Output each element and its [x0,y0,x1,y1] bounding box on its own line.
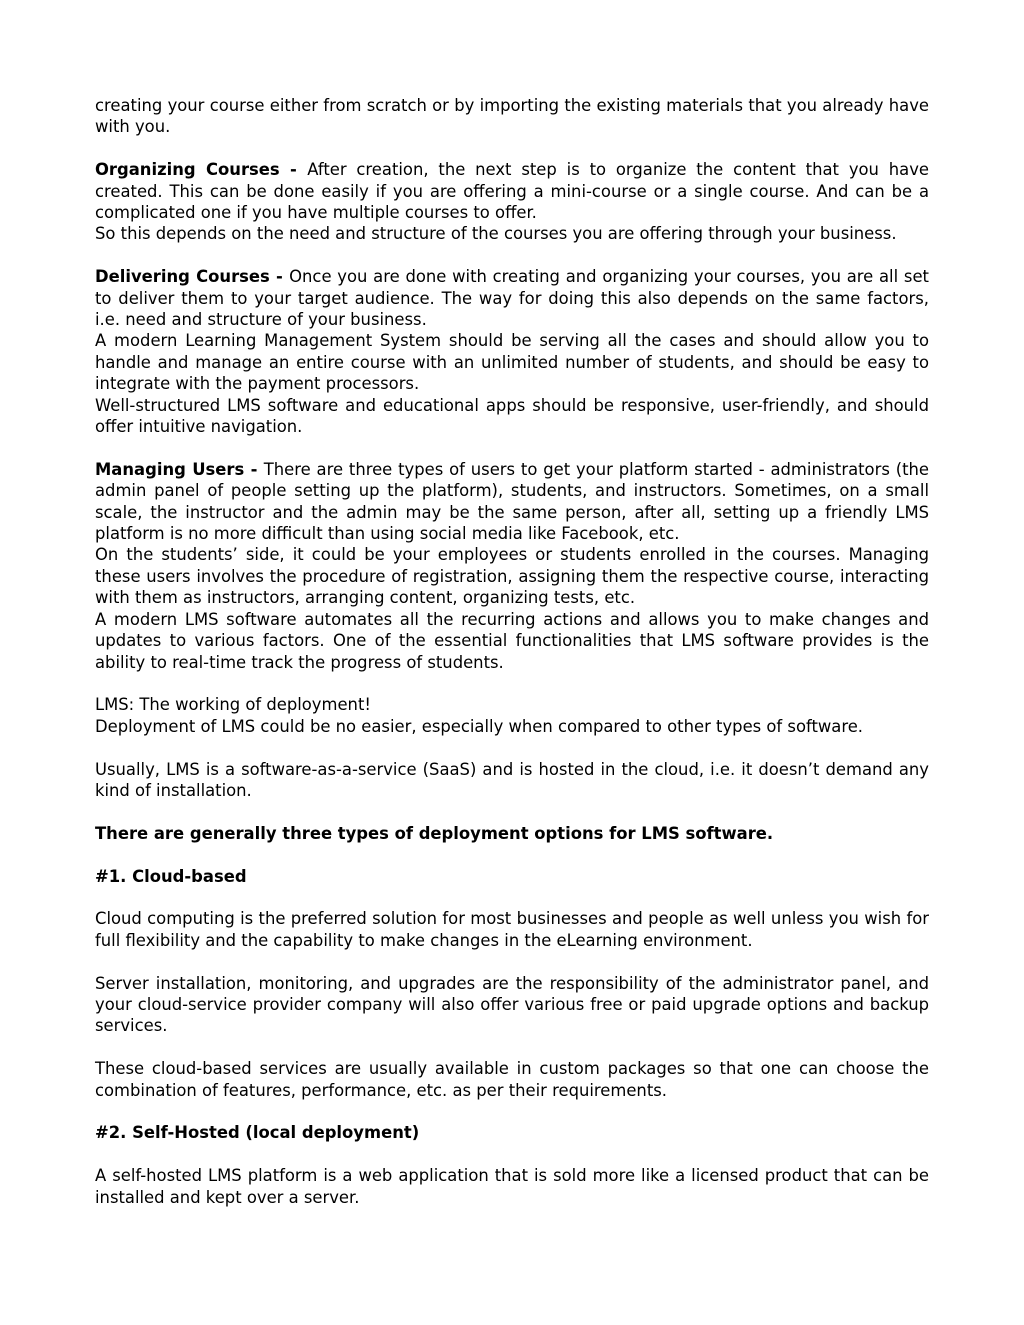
managing-users-paragraph-3: A modern LMS software automates all the recurring actions and allows you to make changes and updates to various factors. One of the essential functionalities that LMS software provides is the ability to real-time track the progress of students. [95,609,929,672]
cloud-based-heading: #1. Cloud-based [95,866,247,886]
organizing-courses-paragraph-2: So this depends on the need and structure of the courses you are offering through your business. [95,224,897,244]
spacer [95,437,929,458]
spacer [95,737,929,758]
document-page [95,95,929,1208]
managing-users-lead: Managing Users - [95,459,264,479]
saas-paragraph: Usually, LMS is a software-as-a-service (SaaS) and is hosted in the cloud, i.e. it doesn’t demand any kind of installation. [95,759,929,800]
delivering-courses-lead: Delivering Courses - [95,267,290,287]
cloud-based-paragraph-3: These cloud-based services are usually available in custom packages so that one can choose the combination of features, performance, etc. as per their requirements. [95,1059,929,1100]
spacer [95,844,929,865]
spacer [95,1101,929,1122]
organizing-courses-paragraph [95,159,929,223]
managing-users-paragraph [95,459,929,545]
spacer [95,138,929,159]
delivering-courses-paragraph [95,266,929,330]
managing-users-text: There are three types of users to get your platform started - administrators (the admin panel of people setting up the platform), students, and instructors. Sometimes, on a small scale, the instructor and the admin may be the same person, after all, setting up a friendly LMS platform is no more difficult than using social media like Facebook, etc. [95,459,930,544]
intro-paragraph: creating your course either from scratch or by importing the existing materials that you already have with you. [95,96,929,137]
delivering-courses-text: Once you are done with creating and organizing your courses, you are all set to deliver them to your target audience. The way for doing this also depends on the same factors, i.e. need and structure of your business. [95,267,929,330]
deployment-title: LMS: The working of deployment! [95,695,371,715]
spacer [95,1037,929,1058]
spacer [95,1144,929,1165]
managing-users-paragraph-2: On the students’ side, it could be your employees or students enrolled in the courses. Managing these users involves the procedure of registration, assigning them the respective course, interacting with them as instructors, arranging content, organizing tests, etc. [95,545,929,608]
cloud-based-paragraph-2: Server installation, monitoring, and upgrades are the responsibility of the administrator panel, and your cloud-service provider company will also offer various free or paid upgrade options and backup services. [95,973,929,1036]
spacer [95,801,929,822]
organizing-courses-text: After creation, the next step is to organize the content that you have created. This can be done easily if you are offering a mini-course or a single course. And can be a complicated one if you have multiple courses to offer. [95,160,930,223]
delivering-courses-paragraph-3: Well-structured LMS software and educational apps should be responsive, user-friendly, and should offer intuitive navigation. [95,395,929,437]
spacer [95,673,929,694]
delivering-courses-paragraph-2: A modern Learning Management System should be serving all the cases and should allow you to handle and manage an entire course with an unlimited number of students, and should be easy to integrate with the payment processors. [95,331,929,394]
spacer [95,245,929,266]
spacer [95,887,929,908]
deployment-paragraph: Deployment of LMS could be no easier, especially when compared to other types of software. [95,716,864,736]
self-hosted-paragraph: A self-hosted LMS platform is a web application that is sold more like a licensed product that can be installed and kept over a server. [95,1166,929,1207]
deployment-types-heading: There are generally three types of deployment options for LMS software. [95,823,774,843]
self-hosted-heading: #2. Self-Hosted (local deployment) [95,1123,420,1143]
organizing-courses-lead: Organizing Courses - [95,160,308,180]
spacer [95,951,929,972]
cloud-based-paragraph: Cloud computing is the preferred solution for most businesses and people as well unless you wish for full flexibility and the capability to make changes in the eLearning environment. [95,909,929,950]
